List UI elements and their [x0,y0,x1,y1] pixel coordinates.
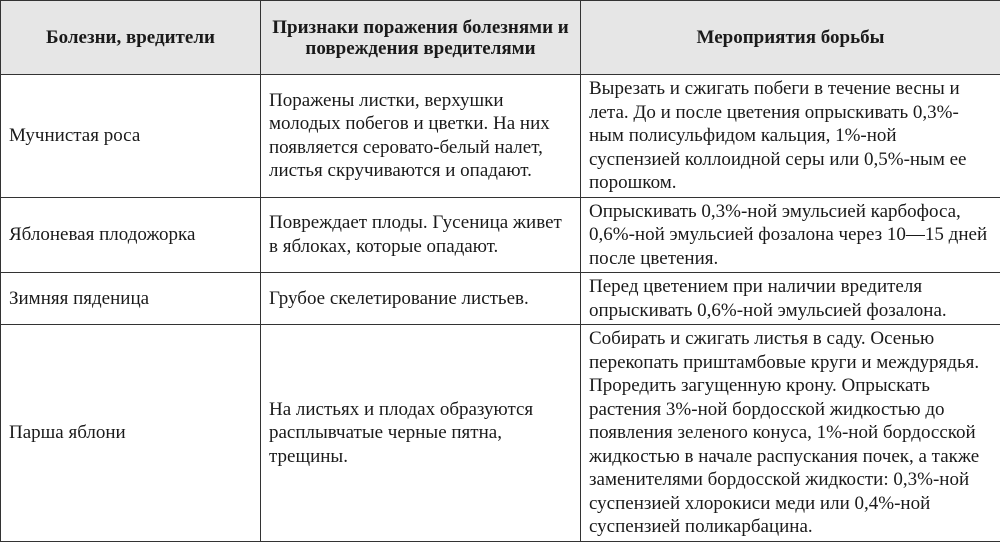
symptoms-cell: На листьях и плодах образуются расплывчатые черные пятна, трещины. [261,325,581,542]
disease-name-cell: Парша яблони [1,325,261,542]
measures-cell: Перед цветением при наличии вредителя опрыскивать 0,6%-ной эмульсией фозалона. [581,273,1000,325]
header-row [1,1,1000,75]
symptoms-cell: Поражены листки, верхушки молодых побегов и цветки. На них появляется серовато-белый налет, листья скручиваются и опадают. [261,75,581,198]
table-row [1,197,1000,273]
table-row [1,325,1000,542]
table-header [1,1,1000,75]
header-diseases-pests: Болезни, вредители [1,1,261,75]
disease-name-cell: Мучнистая роса [1,75,261,198]
header-symptoms: Признаки поражения болезнями и повреждения вредителями [261,1,581,75]
measures-cell: Собирать и сжигать листья в саду. Осенью перекопать приштамбовые круги и междурядья. Проредить загущенную крону. Опрыскать растения 3%-ной бордосской жидкостью до появления зеленого конуса, 1%-ной бордосской жидкостью в начале распускания почек, а также заменителями бордосской жидкости: 0,3%-ной суспензией хлорокиси меди или 0,4%-ной суспензией поликарбацина. [581,325,1000,542]
header-control-measures: Мероприятия борьбы [581,1,1000,75]
measures-cell: Вырезать и сжигать побеги в течение весны и лета. До и после цветения опрыскивать 0,3%-ным полисульфидом кальция, 1%-ной суспензией коллоидной серы или 0,5%-ным ее порошком. [581,75,1000,198]
table-body [1,75,1000,542]
symptoms-cell: Повреждает плоды. Гусеница живет в яблоках, которые опадают. [261,197,581,273]
table-row [1,273,1000,325]
table-row [1,75,1000,198]
disease-name-cell: Зимняя пяденица [1,273,261,325]
measures-cell: Опрыскивать 0,3%-ной эмульсией карбофоса, 0,6%-ной эмульсией фозалона через 10—15 дней после цветения. [581,197,1000,273]
symptoms-cell: Грубое скелетирование листьев. [261,273,581,325]
disease-name-cell: Яблоневая плодожорка [1,197,261,273]
